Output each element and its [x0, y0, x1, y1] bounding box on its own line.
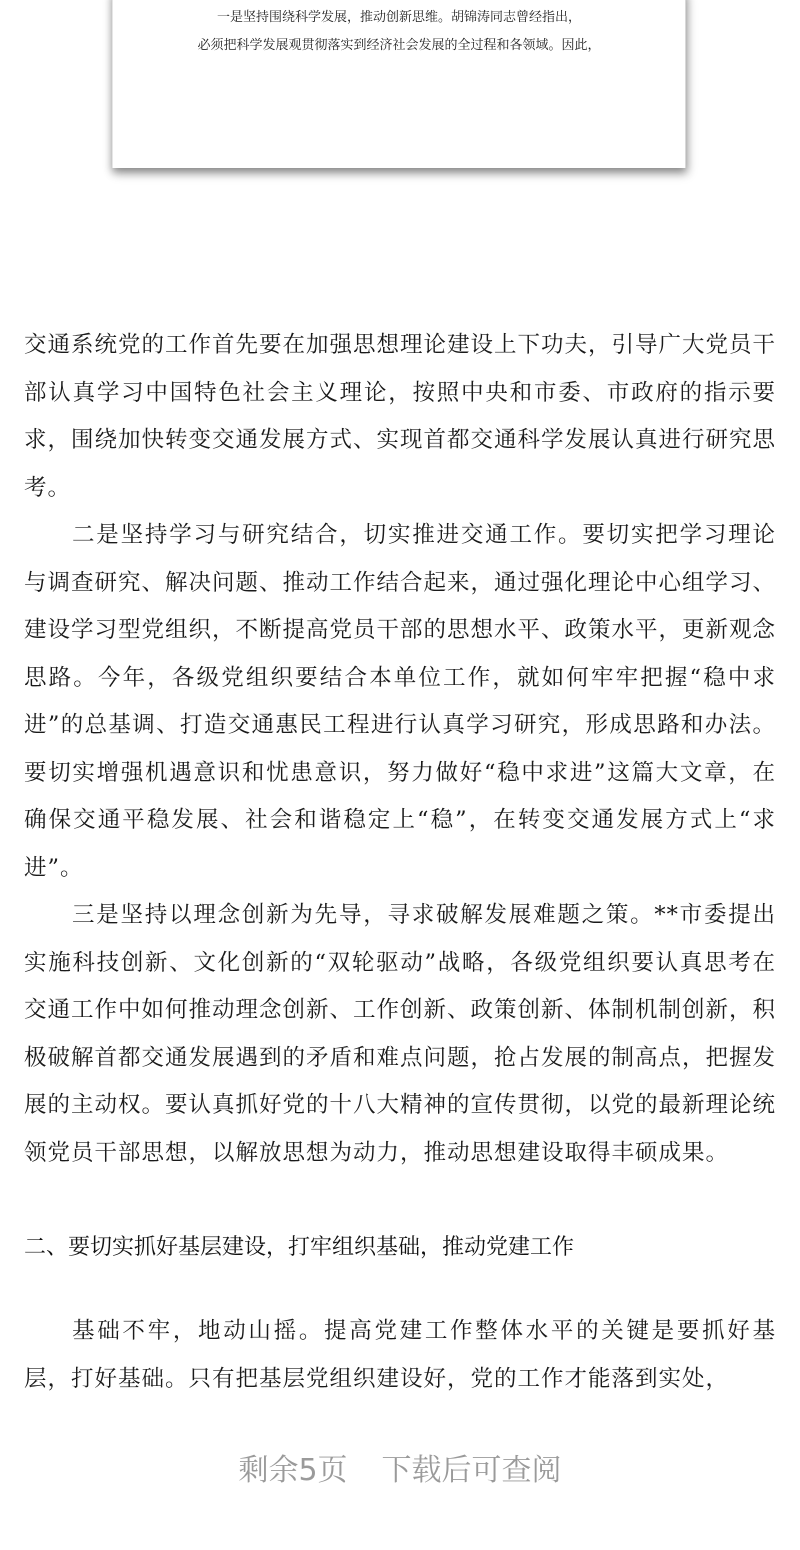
preview-line-2: 必须把科学发展观贯彻落实到经济社会发展的全过程和各领域。因此，: [197, 38, 601, 53]
preview-line-1: 一是坚持围绕科学发展，推动创新思维。胡锦涛同志曾经指出，: [216, 10, 581, 25]
preview-page-card: [112, 0, 686, 168]
section-heading: 二、要切实抓好基层建设，打牢组织基础，推动党建工作: [24, 1235, 575, 1260]
article-body: [24, 322, 776, 1177]
paragraph-2: 二是坚持学习与研究结合，切实推进交通工作。要切实把学习理论与调查研究、解决问题、推动工作结合起来，通过强化理论中心组学习、建设学习型党组织，不断提高党员干部的思想水平、政策水平，更新观念思路。今年，各级党组织要结合本单位工作，就如何牢牢把握“稳中求进”的总基调、打造交通惠民工程进行认真学习研究，形成思路和办法。要切实增强机遇意识和忧患意识，努力做好“稳中求进”这篇大文章，在确保交通平稳发展、社会和谐稳定上“稳”，在转变交通发展方式上“求进”。: [24, 522, 777, 881]
paragraph-1: 交通系统党的工作首先要在加强思想理论建设上下功夫，引导广大党员干部认真学习中国特色社会主义理论，按照中央和市委、市政府的指示要求，围绕加快转变交通发展方式、实现首都交通科学发展认真进行研究思考。: [24, 332, 777, 501]
paragraph-3: 三是坚持以理念创新为先导，寻求破解发展难题之策。**市委提出实施科技创新、文化创新的“双轮驱动”战略，各级党组织要认真思考在交通工作中如何推动理念创新、工作创新、政策创新、体制机制创新，积极破解首都交通发展遇到的矛盾和难点问题，抢占发展的制高点，把握发展的主动权。要认真抓好党的十八大精神的宣传贯彻，以党的最新理论统领党员干部思想，以解放思想为动力，推动思想建设取得丰硕成果。: [24, 902, 777, 1166]
download-to-view-text: 下载后可查阅: [381, 1453, 562, 1488]
section-body: [24, 1308, 776, 1403]
section-paragraph-1: 基础不牢，地动山摇。提高党建工作整体水平的关键是要抓好基层，打好基础。只有把基层党组织建设好，党的工作才能落到实处，: [24, 1318, 776, 1392]
remaining-pages-text: 剩余5页: [238, 1453, 348, 1488]
download-more-banner[interactable]: [0, 1448, 800, 1494]
